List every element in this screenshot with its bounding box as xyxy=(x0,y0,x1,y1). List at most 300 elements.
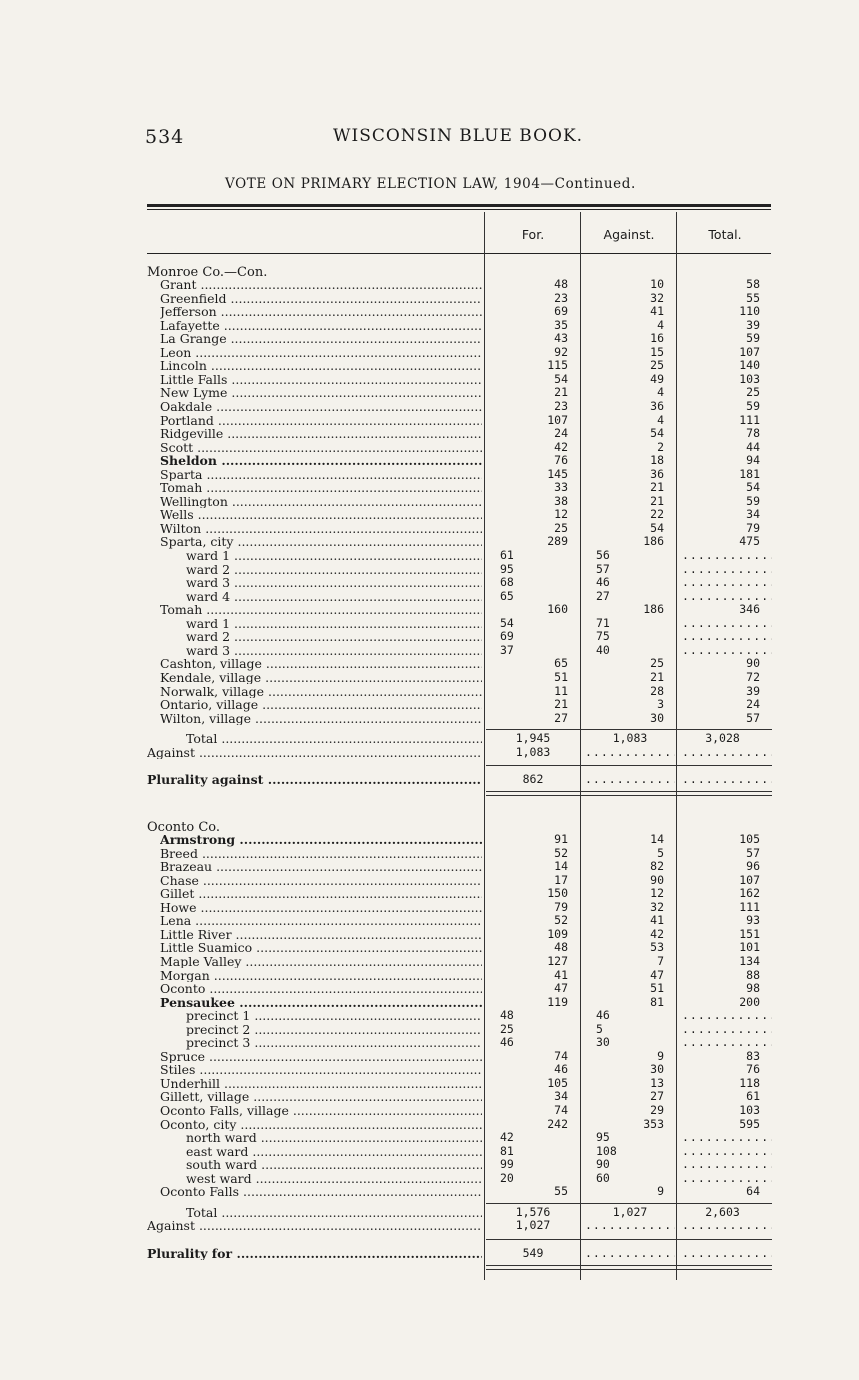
table-row xyxy=(0,508,859,522)
plurality-label: Plurality for ..... xyxy=(147,1247,482,1261)
table-row xyxy=(0,982,859,996)
total-leader-dots xyxy=(682,1247,772,1261)
table-row xyxy=(0,657,859,671)
row-label: Scott ..... xyxy=(160,441,482,455)
plurality-label: Plurality against ..... xyxy=(147,773,482,787)
total-leader-dots xyxy=(682,1172,772,1186)
for-sub-value: 54 xyxy=(500,615,514,630)
total-leader-dots xyxy=(682,549,772,563)
total-leader-dots xyxy=(682,1145,772,1159)
for-value: 12 xyxy=(554,507,568,522)
row-label: Lincoln ..... xyxy=(160,359,482,373)
row-label: ward 2 ..... xyxy=(186,563,482,577)
total-value: 39 xyxy=(746,317,760,332)
against-leader-dots xyxy=(585,746,675,760)
row-label: Little River ..... xyxy=(160,928,482,942)
row-label: ward 2 ..... xyxy=(186,630,482,644)
plurality-rule xyxy=(486,765,772,766)
table-row xyxy=(0,1023,859,1037)
against-value: 18 xyxy=(650,453,664,468)
monroe-section-title: Monroe Co.—Con. xyxy=(147,265,268,280)
for-value: 21 xyxy=(554,385,568,400)
for-value: 35 xyxy=(554,317,568,332)
row-label: Little Falls ..... xyxy=(160,373,482,387)
against-value: 29 xyxy=(650,1103,664,1117)
for-value: 21 xyxy=(554,697,568,712)
table-row xyxy=(0,1009,859,1023)
table-row xyxy=(0,847,859,861)
row-label: ward 4 ..... xyxy=(186,590,482,604)
table-row xyxy=(0,698,859,712)
against-value: 186 xyxy=(643,602,664,617)
total-leader-dots xyxy=(682,1036,772,1050)
table-row xyxy=(0,346,859,360)
row-label: Gillet ..... xyxy=(160,887,482,901)
for-sub-value: 65 xyxy=(500,588,514,603)
row-label: Little Suamico ..... xyxy=(160,941,482,955)
table-row xyxy=(0,1158,859,1172)
total-value: 78 xyxy=(746,426,760,441)
table-row xyxy=(0,535,859,549)
for-value: 105 xyxy=(547,1075,568,1090)
total-value: 83 xyxy=(746,1048,760,1063)
table-row xyxy=(0,319,859,333)
row-label: Pensaukee ..... xyxy=(160,996,482,1010)
against-sub-value: 40 xyxy=(596,642,610,657)
row-label: Tomah ..... xyxy=(160,481,482,495)
against-value: 53 xyxy=(650,940,664,955)
table-row xyxy=(0,996,859,1010)
for-value: 48 xyxy=(554,277,568,291)
page-number: 534 xyxy=(145,126,185,148)
against-value: 49 xyxy=(650,371,664,386)
total-total: 3,028 xyxy=(705,731,740,746)
table-row xyxy=(0,887,859,901)
against-value: 21 xyxy=(650,669,664,684)
table-row xyxy=(0,644,859,658)
table-row xyxy=(0,427,859,441)
for-value: 38 xyxy=(554,493,568,508)
total-value: 140 xyxy=(739,358,760,373)
total-value: 24 xyxy=(746,697,760,712)
for-value: 127 xyxy=(547,953,568,968)
total-value: 58 xyxy=(746,277,760,291)
table-row xyxy=(0,685,859,699)
table-row xyxy=(0,1145,859,1159)
total-leader-dots xyxy=(682,644,772,658)
table-row xyxy=(0,1118,859,1132)
table-row xyxy=(0,400,859,414)
plurality-rule xyxy=(486,1239,772,1240)
for-value: 91 xyxy=(554,832,568,846)
row-label: Stiles ..... xyxy=(160,1063,482,1077)
for-sub-value: 99 xyxy=(500,1157,514,1172)
against-value: 36 xyxy=(650,398,664,413)
row-label: ward 1 ..... xyxy=(186,549,482,563)
row-label: south ward ..... xyxy=(186,1158,482,1172)
for-value: 17 xyxy=(554,872,568,887)
total-value: 59 xyxy=(746,398,760,413)
row-label: east ward ..... xyxy=(186,1145,482,1159)
row-label: Brazeau ..... xyxy=(160,860,482,874)
for-value: 55 xyxy=(554,1184,568,1199)
total-leader-dots xyxy=(682,1009,772,1023)
table-row xyxy=(0,495,859,509)
oconto-section-title: Oconto Co. xyxy=(147,820,220,835)
total-value: 98 xyxy=(746,981,760,996)
against-value: 30 xyxy=(650,710,664,725)
against-value: 12 xyxy=(650,886,664,901)
row-label: Maple Valley ..... xyxy=(160,955,482,969)
double-rule-top xyxy=(486,791,772,792)
against-value: 2 xyxy=(657,439,664,454)
table-row xyxy=(0,441,859,455)
row-label: precinct 2 ..... xyxy=(186,1023,482,1037)
table-row xyxy=(0,454,859,468)
against-value: 41 xyxy=(650,913,664,928)
row-label: Lena ..... xyxy=(160,914,482,928)
row-label: Oconto Falls, village ..... xyxy=(160,1104,482,1118)
total-leader-dots xyxy=(682,1131,772,1145)
row-label: Wellington ..... xyxy=(160,495,482,509)
total-value: 90 xyxy=(746,656,760,671)
total-value: 107 xyxy=(739,344,760,359)
against-value: 28 xyxy=(650,683,664,698)
for-value: 289 xyxy=(547,534,568,549)
for-value: 76 xyxy=(554,453,568,468)
table-row xyxy=(0,901,859,915)
total-for: 1,945 xyxy=(515,731,551,746)
top-rule-thin xyxy=(147,209,771,210)
table-row xyxy=(0,603,859,617)
table-row xyxy=(0,1104,859,1118)
against-sub-value: 108 xyxy=(596,1143,617,1158)
row-label: Ontario, village ..... xyxy=(160,698,482,712)
row-label: Wilton, village ..... xyxy=(160,712,482,726)
for-value: 79 xyxy=(554,899,568,914)
row-label: ward 1 ..... xyxy=(186,617,482,631)
against-sub-value: 30 xyxy=(596,1035,610,1050)
against-sub-value: 27 xyxy=(596,588,610,603)
row-label: La Grange ..... xyxy=(160,332,482,346)
for-sub-value: 95 xyxy=(500,561,514,576)
for-value: 145 xyxy=(547,466,568,481)
total-value: 34 xyxy=(746,507,760,522)
total-leader-dots xyxy=(682,630,772,644)
against-sub-value: 46 xyxy=(596,575,610,590)
total-row xyxy=(0,1206,859,1220)
against-value: 10 xyxy=(650,277,664,291)
total-for: 1,576 xyxy=(515,1204,551,1219)
against-value: 25 xyxy=(650,358,664,373)
total-label: Total ..... xyxy=(186,732,482,746)
for-value: 43 xyxy=(554,331,568,346)
total-value: 61 xyxy=(746,1089,760,1104)
total-value: 103 xyxy=(739,1103,760,1117)
total-value: 25 xyxy=(746,385,760,400)
column-header-for: For. xyxy=(521,227,545,242)
against-value: 13 xyxy=(650,1075,664,1090)
for-value: 115 xyxy=(547,358,568,373)
for-value: 92 xyxy=(554,344,568,359)
total-value: 76 xyxy=(746,1062,760,1077)
table-row xyxy=(0,1090,859,1104)
table-row xyxy=(0,874,859,888)
total-value: 151 xyxy=(739,926,760,941)
row-label: Spruce ..... xyxy=(160,1050,482,1064)
table-row xyxy=(0,305,859,319)
against-value: 9 xyxy=(657,1184,664,1199)
for-value: 150 xyxy=(547,886,568,901)
table-row xyxy=(0,1036,859,1050)
table-row xyxy=(0,414,859,428)
total-value: 107 xyxy=(739,872,760,887)
against-value: 3 xyxy=(657,697,664,712)
row-label: Tomah ..... xyxy=(160,603,482,617)
total-value: 59 xyxy=(746,493,760,508)
total-value: 103 xyxy=(739,371,760,386)
total-value: 57 xyxy=(746,710,760,725)
against-value: 27 xyxy=(650,1089,664,1104)
for-value: 119 xyxy=(547,994,568,1009)
against-sub-value: 90 xyxy=(596,1157,610,1172)
against-label: Against ..... xyxy=(147,1219,482,1233)
for-value: 46 xyxy=(554,1062,568,1077)
table-row xyxy=(0,549,859,563)
for-value: 48 xyxy=(554,940,568,955)
for-value: 42 xyxy=(554,439,568,454)
row-label: Breed ..... xyxy=(160,847,482,861)
table-row xyxy=(0,522,859,536)
against-value: 42 xyxy=(650,926,664,941)
against-value: 25 xyxy=(650,656,664,671)
row-label: Cashton, village ..... xyxy=(160,657,482,671)
for-value: 11 xyxy=(554,683,568,698)
against-sub-value: 46 xyxy=(596,1008,610,1023)
total-against: 1,027 xyxy=(612,1204,648,1219)
against-sub-value: 60 xyxy=(596,1170,610,1185)
against-value: 81 xyxy=(650,994,664,1009)
against-value: 51 xyxy=(650,981,664,996)
row-label: west ward ..... xyxy=(186,1172,482,1186)
against-sub-value: 56 xyxy=(596,548,610,562)
total-value: 475 xyxy=(739,534,760,549)
header-bottom-rule xyxy=(147,253,771,254)
against-value: 4 xyxy=(657,317,664,332)
total-value: 39 xyxy=(746,683,760,698)
table-row xyxy=(0,1172,859,1186)
row-label: Wilton ..... xyxy=(160,522,482,536)
row-label: Greenfield ..... xyxy=(160,292,482,306)
against-row xyxy=(0,746,859,760)
against-value: 32 xyxy=(650,899,664,914)
for-value: 109 xyxy=(547,926,568,941)
plurality-row xyxy=(0,773,859,787)
total-value: 110 xyxy=(739,304,760,319)
total-value: 57 xyxy=(746,845,760,860)
row-label: Howe ..... xyxy=(160,901,482,915)
row-label: Lafayette ..... xyxy=(160,319,482,333)
plurality-for: 862 xyxy=(522,772,544,787)
for-value: 54 xyxy=(554,371,568,386)
column-header-total: Total. xyxy=(708,227,742,242)
for-value: 47 xyxy=(554,981,568,996)
table-row xyxy=(0,630,859,644)
table-row xyxy=(0,1131,859,1145)
row-label: Sparta, city ..... xyxy=(160,535,482,549)
total-leader-dots xyxy=(682,563,772,577)
row-label: Kendale, village ..... xyxy=(160,671,482,685)
table-row xyxy=(0,860,859,874)
for-value: 69 xyxy=(554,304,568,319)
double-rule-top xyxy=(486,1265,772,1266)
for-sub-value: 42 xyxy=(500,1130,514,1145)
row-label: ward 3 ..... xyxy=(186,576,482,590)
table-row xyxy=(0,712,859,726)
for-value: 52 xyxy=(554,913,568,928)
for-sub-value: 37 xyxy=(500,642,514,657)
for-value: 74 xyxy=(554,1103,568,1117)
against-value: 4 xyxy=(657,385,664,400)
total-total: 2,603 xyxy=(705,1204,740,1219)
for-value: 14 xyxy=(554,859,568,874)
table-row xyxy=(0,617,859,631)
against-leader-dots xyxy=(585,1219,675,1233)
table-row xyxy=(0,833,859,847)
row-label: Grant ..... xyxy=(160,278,482,292)
total-leader-dots xyxy=(682,746,772,760)
against-leader-dots xyxy=(585,1247,675,1261)
for-value: 24 xyxy=(554,426,568,441)
row-label: Underhill ..... xyxy=(160,1077,482,1091)
total-value: 79 xyxy=(746,520,760,535)
for-sub-value: 61 xyxy=(500,548,514,562)
against-value: 14 xyxy=(650,832,664,846)
table-row xyxy=(0,955,859,969)
total-leader-dots xyxy=(682,1219,772,1233)
row-label: Morgan ..... xyxy=(160,969,482,983)
total-value: 162 xyxy=(739,886,760,901)
for-sub-value: 81 xyxy=(500,1143,514,1158)
total-leader-dots xyxy=(682,617,772,631)
against-value: 32 xyxy=(650,290,664,305)
for-sub-value: 68 xyxy=(500,575,514,590)
row-label: Leon ..... xyxy=(160,346,482,360)
against-value: 21 xyxy=(650,480,664,495)
row-label: north ward ..... xyxy=(186,1131,482,1145)
total-value: 181 xyxy=(739,466,760,481)
total-row xyxy=(0,732,859,746)
row-label: Ridgeville ..... xyxy=(160,427,482,441)
row-label: Portland ..... xyxy=(160,414,482,428)
table-row xyxy=(0,563,859,577)
for-value: 41 xyxy=(554,967,568,982)
total-leader-dots xyxy=(682,576,772,590)
row-label: Armstrong ..... xyxy=(160,833,482,847)
against-value: 47 xyxy=(650,967,664,982)
row-label: Sheldon ..... xyxy=(160,454,482,468)
against-sub-value: 75 xyxy=(596,629,610,644)
against-row xyxy=(0,1219,859,1233)
total-leader-dots xyxy=(682,773,772,787)
row-label: Jefferson ..... xyxy=(160,305,482,319)
table-row xyxy=(0,1077,859,1091)
total-value: 111 xyxy=(739,412,760,427)
for-value: 25 xyxy=(554,520,568,535)
total-value: 54 xyxy=(746,480,760,495)
table-row xyxy=(0,914,859,928)
total-value: 101 xyxy=(739,940,760,955)
against-value: 82 xyxy=(650,859,664,874)
total-rule xyxy=(486,729,772,730)
total-value: 44 xyxy=(746,439,760,454)
against-value: 54 xyxy=(650,520,664,535)
page-header xyxy=(145,126,775,150)
table-row xyxy=(0,969,859,983)
plurality-for: 549 xyxy=(522,1245,544,1260)
table-row xyxy=(0,671,859,685)
against-for: 1,027 xyxy=(515,1218,551,1233)
table-title: VOTE ON PRIMARY ELECTION LAW, 1904—Continued. xyxy=(225,176,636,192)
total-against: 1,083 xyxy=(612,731,648,746)
row-label: Sparta ..... xyxy=(160,468,482,482)
total-value: 134 xyxy=(739,953,760,968)
table-row xyxy=(0,1185,859,1199)
table-row xyxy=(0,590,859,604)
total-value: 96 xyxy=(746,859,760,874)
for-sub-value: 25 xyxy=(500,1021,514,1036)
table-row xyxy=(0,481,859,495)
against-value: 90 xyxy=(650,872,664,887)
against-for: 1,083 xyxy=(515,744,551,759)
table-row xyxy=(0,373,859,387)
row-label: Chase ..... xyxy=(160,874,482,888)
against-sub-value: 57 xyxy=(596,561,610,576)
against-sub-value: 71 xyxy=(596,615,610,630)
row-label: New Lyme ..... xyxy=(160,386,482,400)
against-value: 22 xyxy=(650,507,664,522)
for-sub-value: 48 xyxy=(500,1008,514,1023)
column-header-against: Against. xyxy=(603,227,655,242)
for-value: 51 xyxy=(554,669,568,684)
table-row xyxy=(0,292,859,306)
for-sub-value: 46 xyxy=(500,1035,514,1050)
row-label: Oakdale ..... xyxy=(160,400,482,414)
against-value: 5 xyxy=(657,845,664,860)
total-label: Total ..... xyxy=(186,1206,482,1220)
against-value: 4 xyxy=(657,412,664,427)
for-value: 160 xyxy=(547,602,568,617)
against-value: 9 xyxy=(657,1048,664,1063)
double-rule-bottom xyxy=(486,1269,772,1270)
against-value: 41 xyxy=(650,304,664,319)
total-value: 346 xyxy=(739,602,760,617)
against-value: 36 xyxy=(650,466,664,481)
total-value: 111 xyxy=(739,899,760,914)
total-value: 118 xyxy=(739,1075,760,1090)
row-label: Gillett, village ..... xyxy=(160,1090,482,1104)
total-value: 55 xyxy=(746,290,760,305)
for-value: 52 xyxy=(554,845,568,860)
table-row xyxy=(0,359,859,373)
for-value: 107 xyxy=(547,412,568,427)
for-value: 74 xyxy=(554,1048,568,1063)
plurality-row xyxy=(0,1247,859,1261)
book-title: WISCONSIN BLUE BOOK. xyxy=(333,126,584,146)
against-value: 54 xyxy=(650,426,664,441)
table-row xyxy=(0,332,859,346)
for-value: 242 xyxy=(547,1116,568,1131)
